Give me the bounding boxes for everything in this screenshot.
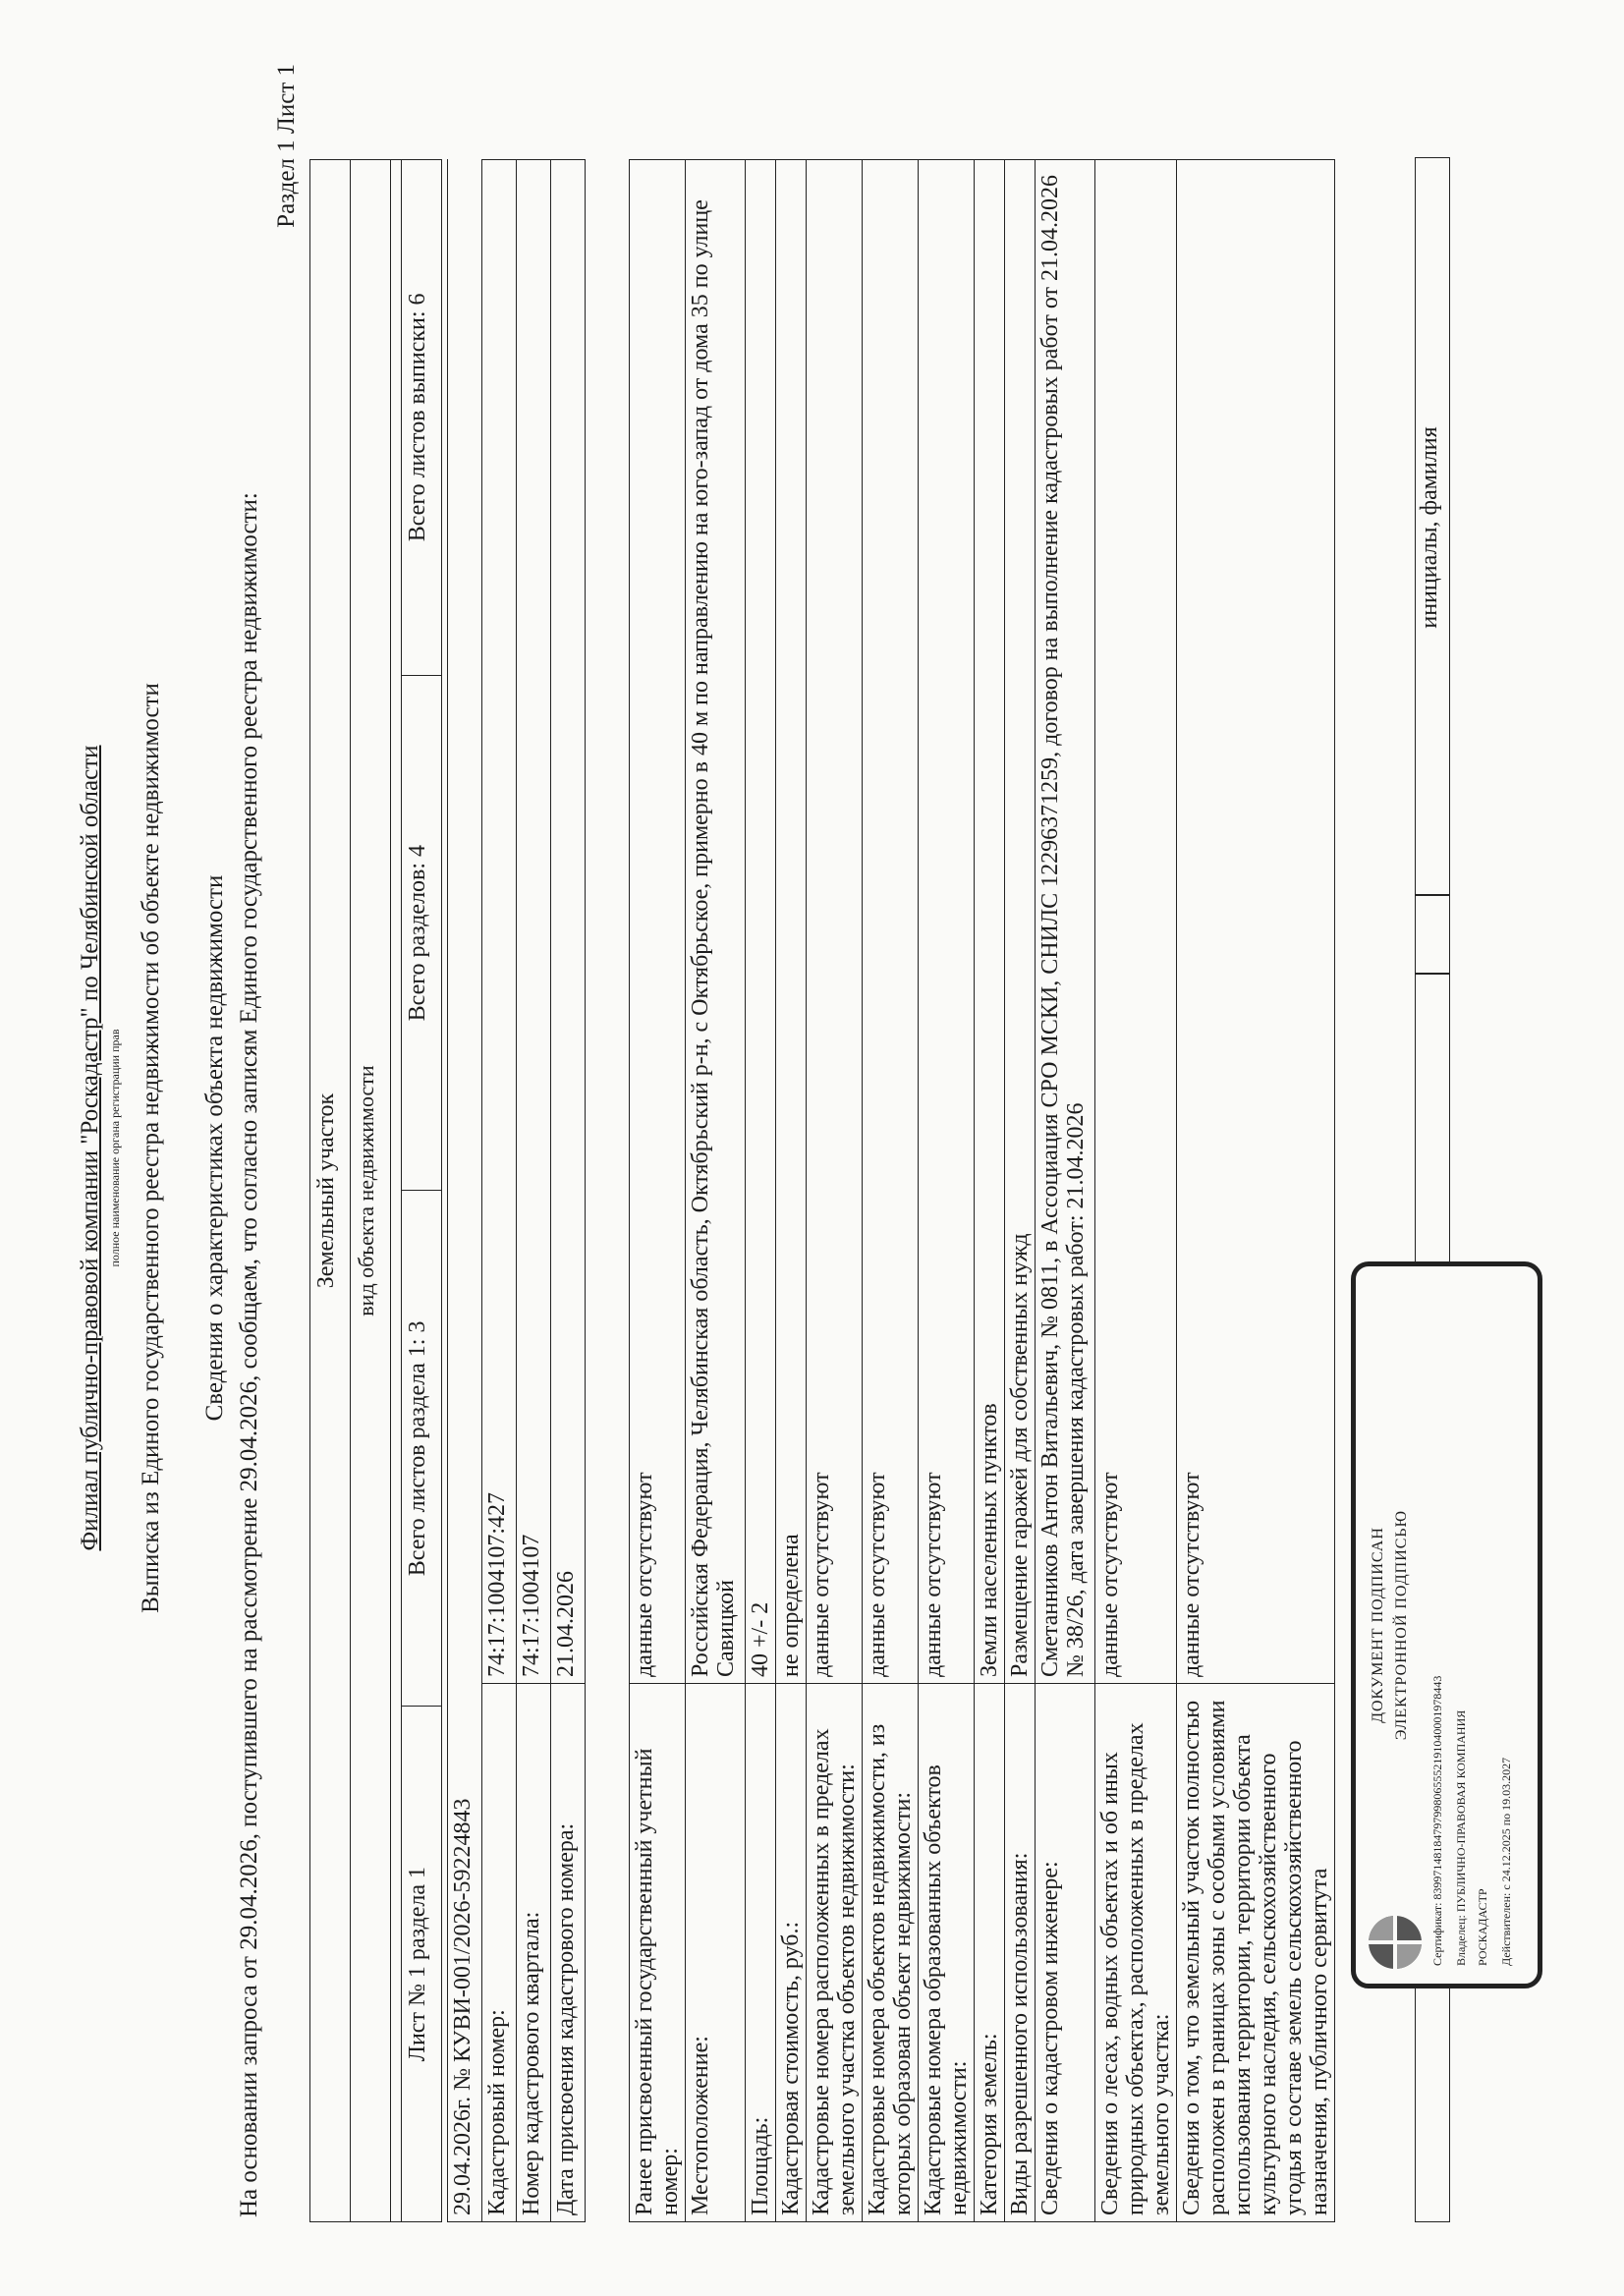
table-row xyxy=(630,160,686,2222)
row-label: Кадастровые номера образованных объектов недвижимости: xyxy=(919,1684,975,2222)
table-row xyxy=(1036,160,1095,2222)
row-value: Российская Федерация, Челябинская область, Октябрьский р-н, с Октябрьское, примерно в 40 м по направлению на юго-запад от дома 35 по улице Савицкой xyxy=(686,160,746,1684)
row-label: Сведения о кадастровом инженере: xyxy=(1036,1684,1095,2222)
details-table xyxy=(629,159,1335,2222)
section-label: Раздел 1 Лист 1 xyxy=(273,64,300,228)
sections-total: Всего разделов: 4 xyxy=(402,675,442,1191)
row-label: Сведения о том, что земельный участок полностью расположен в границах зоны с особыми условиями использования территории, территории объекта культурного наследия, сельскохозяйственного угодья в составе земель сельскохозяйственного назначения, публичного сервитута xyxy=(1177,1684,1335,2222)
signature-field xyxy=(1415,894,1450,975)
document-title: Выписка из Единого государственного реестра недвижимости об объекте недвижимости xyxy=(138,683,164,1613)
row-value: 21.04.2026 xyxy=(551,160,586,1684)
row-value: не определена xyxy=(776,160,807,1684)
sheets-in-section: Всего листов раздела 1: 3 xyxy=(402,1191,442,1707)
document-subtitle: Сведения о характеристиках объекта недвижимости xyxy=(201,874,228,1422)
organization-name: Филиал публично-правовой компании "Роскадастр" по Челябинской области xyxy=(77,745,103,1551)
stamp-title-2: ЭЛЕКТРОННОЙ ПОДПИСЬЮ xyxy=(1393,1509,1410,1741)
table-row xyxy=(551,160,586,2222)
table-row xyxy=(1177,160,1335,2222)
name-caption: инициалы, фамилия xyxy=(1417,426,1442,629)
row-label: Кадастровые номера расположенных в пределах земельного участка объектов недвижимости: xyxy=(807,1684,863,2222)
table-row xyxy=(517,160,551,2222)
row-value: данные отсутствуют xyxy=(863,160,919,1684)
table-row xyxy=(919,160,975,2222)
row-label: Кадастровый номер: xyxy=(482,1684,517,2222)
table-row xyxy=(807,160,863,2222)
row-label: Кадастровая стоимость, руб.: xyxy=(776,1684,807,2222)
stamp-validity: Действителен: с 24.12.2025 по 19.03.2027 xyxy=(1499,1757,1513,1966)
table-row xyxy=(746,160,776,2222)
row-label: Площадь: xyxy=(746,1684,776,2222)
table-row xyxy=(975,160,1005,2222)
row-value: 74:17:1004107:427 xyxy=(482,160,517,1684)
row-label: Категория земель: xyxy=(975,1684,1005,2222)
organization-caption: полное наименование органа регистрации прав xyxy=(108,1029,122,1267)
row-value: данные отсутствуют xyxy=(1095,160,1177,1684)
object-type-caption: вид объекта недвижимости xyxy=(351,160,391,2222)
row-label: Ранее присвоенный государственный учетный номер: xyxy=(630,1684,686,2222)
row-label: Виды разрешенного использования: xyxy=(1005,1684,1036,2222)
table-row xyxy=(482,160,517,2222)
row-value: 74:17:1004107 xyxy=(517,160,551,1684)
identification-table xyxy=(447,159,586,2222)
row-label: Номер кадастрового квартала: xyxy=(517,1684,551,2222)
table-row xyxy=(686,160,746,2222)
row-value: данные отсутствуют xyxy=(919,160,975,1684)
stamp-owner-2: РОСКАДАСТР xyxy=(1476,1888,1489,1966)
table-row xyxy=(1005,160,1036,2222)
table-row xyxy=(1095,160,1177,2222)
request-basis: На основании запроса от 29.04.2026, поступившего на рассмотрение 29.04.2026, сообщаем, что согласно записям Единого государственного реестра недвижимости: xyxy=(236,492,262,2217)
object-type: Земельный участок xyxy=(310,160,351,2222)
table-row xyxy=(776,160,807,2222)
object-type-table xyxy=(309,159,442,2222)
row-value: данные отсутствуют xyxy=(1177,160,1335,1684)
row-value: Земли населенных пунктов xyxy=(975,160,1005,1684)
row-value: Размещение гаражей для собственных нужд xyxy=(1005,160,1036,1684)
sheet-number: Лист № 1 раздела 1 xyxy=(402,1707,442,2222)
spacer-row xyxy=(391,160,402,2222)
table-row xyxy=(863,160,919,2222)
sheets-total: Всего листов выписки: 6 xyxy=(402,160,442,676)
row-label: Кадастровые номера объектов недвижимости, из которых образован объект недвижимости: xyxy=(863,1684,919,2222)
stamp-title: ДОКУМЕНТ ПОДПИСАН xyxy=(1370,1527,1386,1723)
stamp-owner: Владелец: ПУБЛИЧНО-ПРАВОВАЯ КОМПАНИЯ xyxy=(1454,1709,1468,1966)
row-value: Сметанников Антон Витальевич, № 0811, в Ассоциация СРО МСКИ, СНИЛС 12296371259, договор на выполнение кадастровых работ от 21.04.2026 № 38/26, дата завершения кадастровых работ: 21.04.2026 xyxy=(1036,160,1095,1684)
row-value: данные отсутствуют xyxy=(630,160,686,1684)
stamp-certificate: Сертификат: 83997148184797998065552191040001978443 xyxy=(1430,1675,1444,1966)
row-label: Сведения о лесах, водных объектах и об иных природных объектах, расположенных в пределах земельного участка: xyxy=(1095,1684,1177,2222)
row-value: данные отсутствуют xyxy=(807,160,863,1684)
row-value: 40 +/- 2 xyxy=(746,160,776,1684)
row-label: Дата присвоения кадастрового номера: xyxy=(551,1684,586,2222)
document-number: 29.04.2026г. № КУВИ-001/2026-59224843 xyxy=(448,160,482,2222)
row-label: Местоположение: xyxy=(686,1684,746,2222)
electronic-signature-stamp xyxy=(1351,1261,1542,1988)
